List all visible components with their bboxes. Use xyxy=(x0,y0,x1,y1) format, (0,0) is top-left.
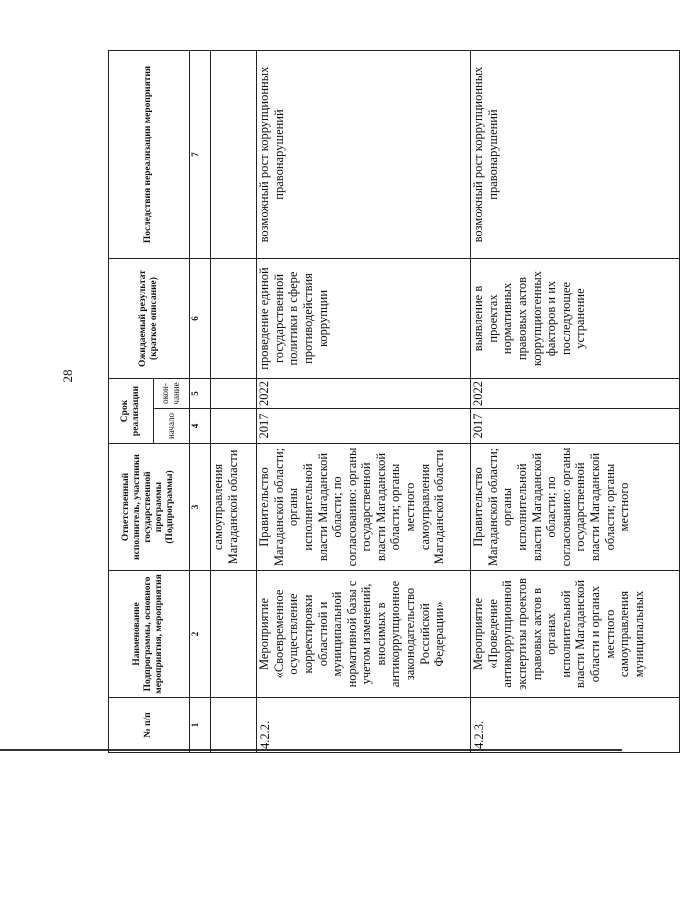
consequence xyxy=(211,51,257,259)
row-number: 4.2.3. xyxy=(471,698,680,753)
expected-result: выявление в проектах нормативных правовых актов коррупциогенных факторов и их последующее устранение xyxy=(471,259,680,379)
header-period: Срок реализации xyxy=(109,379,154,444)
header-num: № п/п xyxy=(109,698,190,753)
start-year: 2017 xyxy=(471,409,680,444)
header-start: начало xyxy=(153,409,189,444)
header-name: Наименование Подпрограммы, основного мероприятия, мероприятия xyxy=(109,571,190,698)
col-number: 3 xyxy=(189,444,210,571)
table-row xyxy=(257,51,471,753)
col-number: 1 xyxy=(189,698,210,753)
page-number: 28 xyxy=(60,369,75,383)
col-number: 5 xyxy=(189,379,210,409)
column-numbers-row xyxy=(189,51,210,753)
consequence: возможный рост коррупционных правонарушений xyxy=(257,51,471,259)
start-year: 2017 xyxy=(257,409,471,444)
col-number: 7 xyxy=(189,51,210,259)
end-year xyxy=(211,379,257,409)
program-measures-table xyxy=(108,50,680,753)
end-year: 2022 xyxy=(257,379,471,409)
rotated-table-container xyxy=(108,51,680,753)
executor: Правительство Магаданской области; органы исполнительной власти Магаданской области; по согласованию: органы государственной власти Магаданской области; органы местного самоуправления Магаданской области xyxy=(257,444,471,571)
consequence: возможный рост коррупционных правонарушений xyxy=(471,51,680,259)
table-row xyxy=(471,51,680,753)
row-number: 4.2.2. xyxy=(257,698,471,753)
header-result: Ожидаемый результат (краткое описание) xyxy=(109,259,190,379)
header-consequence: Последствия нереализации мероприятия xyxy=(109,51,190,259)
measure-name: Мероприятие «Своевременное осуществление корректировки областной и муниципальной нормативной базы с учетом изменений, вносимых в антикоррупционное законодательство Российской Федерации» xyxy=(257,571,471,698)
col-number: 2 xyxy=(189,571,210,698)
header-row-1 xyxy=(109,51,154,753)
expected-result: проведение единой государственной политики в сфере противодействия коррупции xyxy=(257,259,471,379)
executor: Правительство Магаданской области; органы исполнительной власти Магаданской области; по согласованию: органы государственной власти Магаданской области; органы местного xyxy=(471,444,680,571)
header-executor: Ответственный исполнитель, участники государственной программы (Подпрограммы) xyxy=(109,444,190,571)
col-number: 6 xyxy=(189,259,210,379)
measure-name xyxy=(211,571,257,698)
end-year: 2022 xyxy=(471,379,680,409)
expected-result xyxy=(211,259,257,379)
header-end: окон-чание xyxy=(153,379,189,409)
row-number xyxy=(211,698,257,753)
table-row xyxy=(211,51,257,753)
col-number: 4 xyxy=(189,409,210,444)
measure-name: Мероприятие «Проведение антикоррупционной экспертизы проектов правовых актов в органах исполнительной власти Магаданской области и органах местного самоуправления муниципальных xyxy=(471,571,680,698)
start-year xyxy=(211,409,257,444)
executor: самоуправления Магаданской области xyxy=(211,444,257,571)
